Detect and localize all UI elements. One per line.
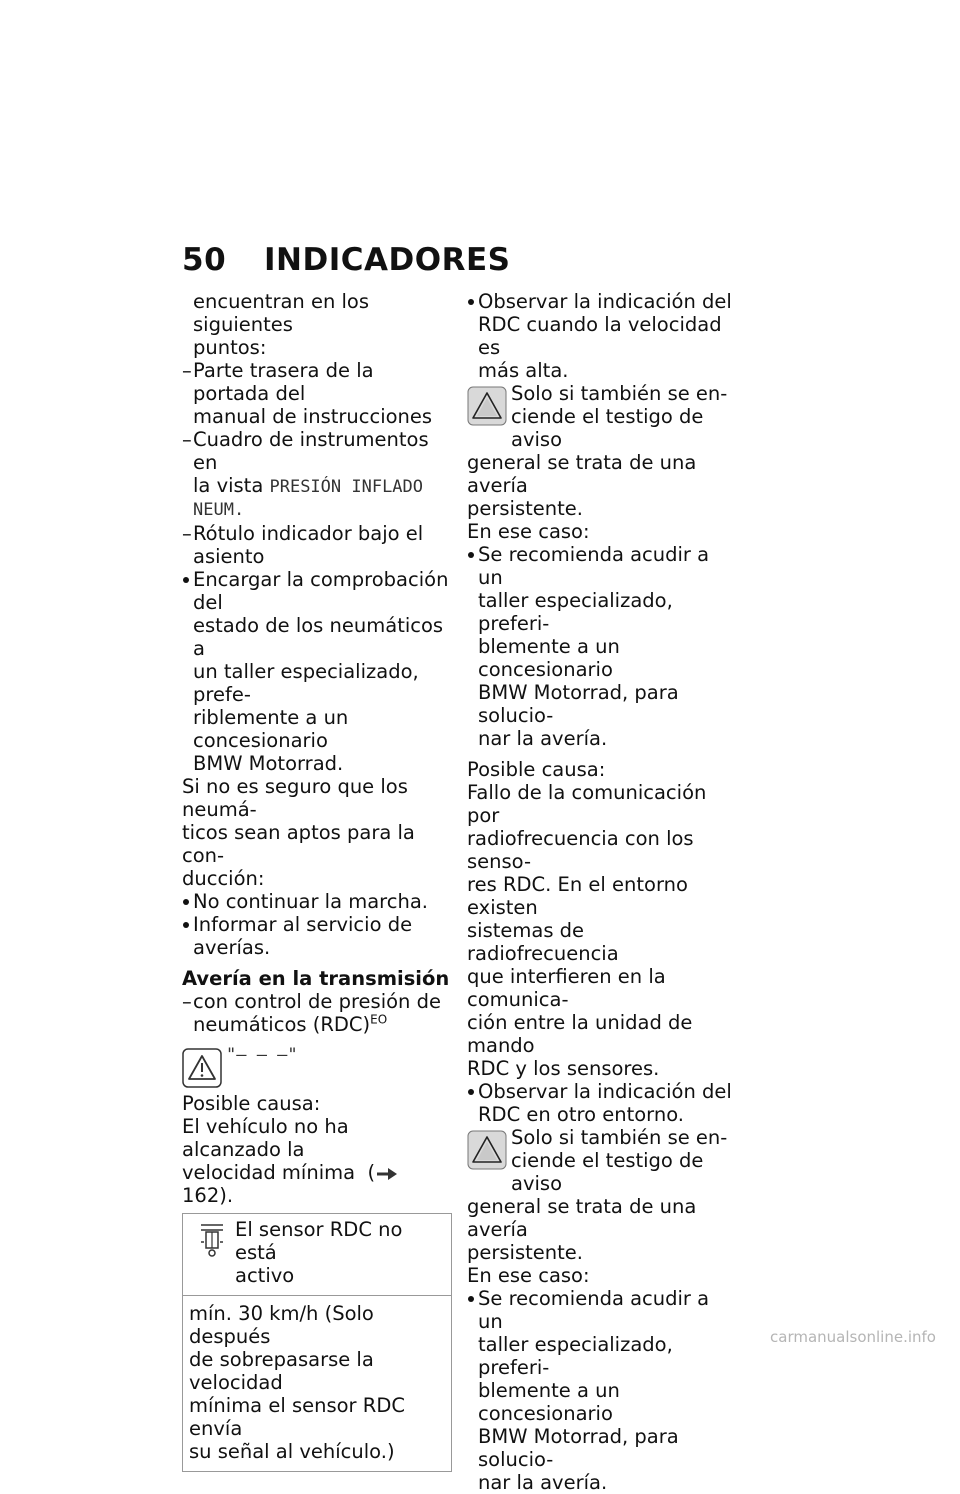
- bullet-text: nar la avería.: [478, 1471, 608, 1494]
- body-text: que interfieren en la comunica-: [467, 965, 666, 1011]
- section-title: INDICADORES: [264, 242, 511, 278]
- body-text: res RDC. En el entorno existen: [467, 873, 688, 919]
- display-value: "– – –": [226, 1045, 298, 1065]
- bullet-text: RDC en otro entorno.: [478, 1103, 684, 1126]
- bullet-text: taller especializado, preferi-: [478, 1333, 673, 1379]
- dash-item-text: Rótulo indicador bajo el: [193, 522, 424, 545]
- dash-mark: –: [182, 990, 192, 1013]
- warning-triangle-icon: [467, 1130, 507, 1170]
- body-text: En ese caso:: [467, 520, 590, 543]
- bullet-text: un taller especializado, prefe-: [193, 660, 419, 706]
- equipment-superscript: EO: [370, 1012, 388, 1027]
- warning-note: [467, 382, 732, 451]
- page-number: 50: [182, 242, 227, 278]
- page-reference-arrow-icon: [375, 1166, 401, 1182]
- page-reference[interactable]: 162).: [182, 1184, 234, 1207]
- body-text: Fallo de la comunicación por: [467, 781, 707, 827]
- body-text: Si no es seguro que los neumá-: [182, 775, 408, 821]
- dash-item-text: [193, 474, 452, 499]
- bullet-icon: [468, 1296, 474, 1302]
- bullet-text: blemente a un concesionario: [478, 635, 620, 681]
- body-text: RDC y los sensores.: [467, 1057, 660, 1080]
- bullet-text: RDC cuando la velocidad es: [478, 313, 722, 359]
- watermark: carmanualsonline.info: [770, 1328, 936, 1346]
- body-text: radiofrecuencia con los senso-: [467, 827, 694, 873]
- bullet-text: Se recomienda acudir a un: [478, 543, 710, 589]
- intro-line: encuentran en los siguientes: [193, 290, 370, 336]
- bullet-text: blemente a un concesionario: [478, 1379, 620, 1425]
- warning-triangle-icon: [182, 1048, 222, 1088]
- body-text: ducción:: [182, 867, 265, 890]
- warning-note: [467, 1126, 732, 1195]
- bullet-text: BMW Motorrad, para solucio-: [478, 1425, 679, 1471]
- left-column: [182, 290, 452, 1472]
- bullet-item: [467, 290, 732, 382]
- warning-text: persistente.: [467, 1241, 583, 1264]
- info-table-title: El sensor RDC no está: [235, 1218, 403, 1264]
- rdc-label: neumáticos (RDC): [193, 1013, 371, 1036]
- warning-text: general se trata de una avería: [467, 1195, 697, 1241]
- bullet-item: [182, 890, 452, 913]
- intro-line: puntos:: [193, 336, 267, 359]
- dash-item-text: con control de presión de: [193, 990, 441, 1013]
- body-text: En ese caso:: [467, 1264, 590, 1287]
- bullet-text: riblemente a un concesionario: [193, 706, 349, 752]
- warning-text: Solo si también se en-: [511, 382, 728, 405]
- body-text: Posible causa:: [467, 758, 606, 781]
- warning-triangle-icon: [467, 386, 507, 426]
- bullet-item: [467, 1080, 732, 1126]
- dash-item: [182, 522, 452, 568]
- bullet-item: [467, 543, 732, 750]
- dash-item-text: [193, 1013, 452, 1036]
- dash-item-text: Parte trasera de la portada del: [193, 359, 374, 405]
- bullet-text: BMW Motorrad, para solucio-: [478, 681, 679, 727]
- dash-mark: –: [182, 428, 192, 451]
- bullet-icon: [183, 922, 189, 928]
- body-text: [182, 1161, 452, 1207]
- display-text: PRESIÓN INFLADO: [269, 477, 424, 497]
- warning-text: persistente.: [467, 497, 583, 520]
- bullet-text: estado de los neumáticos a: [193, 614, 444, 660]
- bullet-text: Se recomienda acudir a un: [478, 1287, 710, 1333]
- warning-text: ciende el testigo de aviso: [511, 1149, 704, 1195]
- info-table: [182, 1213, 452, 1472]
- dash-item: [182, 359, 452, 428]
- dash-item-prefix: la vista: [193, 474, 270, 497]
- display-text: NEUM.: [193, 500, 245, 520]
- min-speed-text: velocidad mínima: [182, 1161, 356, 1184]
- bullet-text: más alta.: [478, 359, 569, 382]
- warning-text: ciende el testigo de aviso: [511, 405, 704, 451]
- bullet-text: No continuar la marcha.: [193, 890, 428, 913]
- bullet-icon: [468, 299, 474, 305]
- warning-text: general se trata de una avería: [467, 451, 697, 497]
- bullet-text: Observar la indicación del: [478, 1080, 732, 1103]
- bullet-text: nar la avería.: [478, 727, 608, 750]
- bullet-icon: [183, 899, 189, 905]
- warning-text: Solo si también se en-: [511, 1126, 728, 1149]
- body-text: Posible causa:: [182, 1092, 321, 1115]
- ref-open-paren: (: [367, 1161, 376, 1184]
- warning-display: [182, 1044, 452, 1092]
- info-table-text: mín. 30 km/h (Solo después: [189, 1302, 374, 1348]
- bullet-item: [467, 1287, 732, 1494]
- info-table-text: su señal al vehículo.): [189, 1440, 395, 1463]
- info-table-text: mínima el sensor RDC envía: [189, 1394, 405, 1440]
- subsection-heading: Avería en la transmisión: [182, 967, 450, 990]
- dash-mark: –: [182, 359, 192, 382]
- info-table-header: [183, 1214, 451, 1296]
- bullet-icon: [468, 552, 474, 558]
- info-table-text: de sobrepasarse la velocidad: [189, 1348, 374, 1394]
- dash-item-text: manual de instrucciones: [193, 405, 433, 428]
- right-column: [467, 290, 732, 1494]
- bullet-text: taller especializado, preferi-: [478, 589, 673, 635]
- bullet-icon: [183, 577, 189, 583]
- body-text: El vehículo no ha alcanzado la: [182, 1115, 349, 1161]
- bullet-text: Informar al servicio de averías.: [193, 913, 413, 959]
- bullet-text: Encargar la comprobación del: [193, 568, 449, 614]
- body-text: ticos sean aptos para la con-: [182, 821, 415, 867]
- dash-item-text: Cuadro de instrumentos en: [193, 428, 429, 474]
- dash-item-text: asiento: [193, 545, 265, 568]
- bullet-item: [182, 913, 452, 959]
- bullet-item: [182, 568, 452, 775]
- bullet-text: Observar la indicación del: [478, 290, 732, 313]
- info-table-body: [183, 1296, 451, 1471]
- info-table-title: activo: [235, 1264, 295, 1287]
- bullet-text: BMW Motorrad.: [193, 752, 344, 775]
- body-text: sistemas de radiofrecuencia: [467, 919, 619, 965]
- dash-item: [182, 428, 452, 522]
- bullet-icon: [468, 1089, 474, 1095]
- body-text: ción entre la unidad de mando: [467, 1011, 693, 1057]
- tire-pressure-sensor-icon: [197, 1222, 227, 1258]
- dash-item: [182, 990, 452, 1036]
- dash-mark: –: [182, 522, 192, 545]
